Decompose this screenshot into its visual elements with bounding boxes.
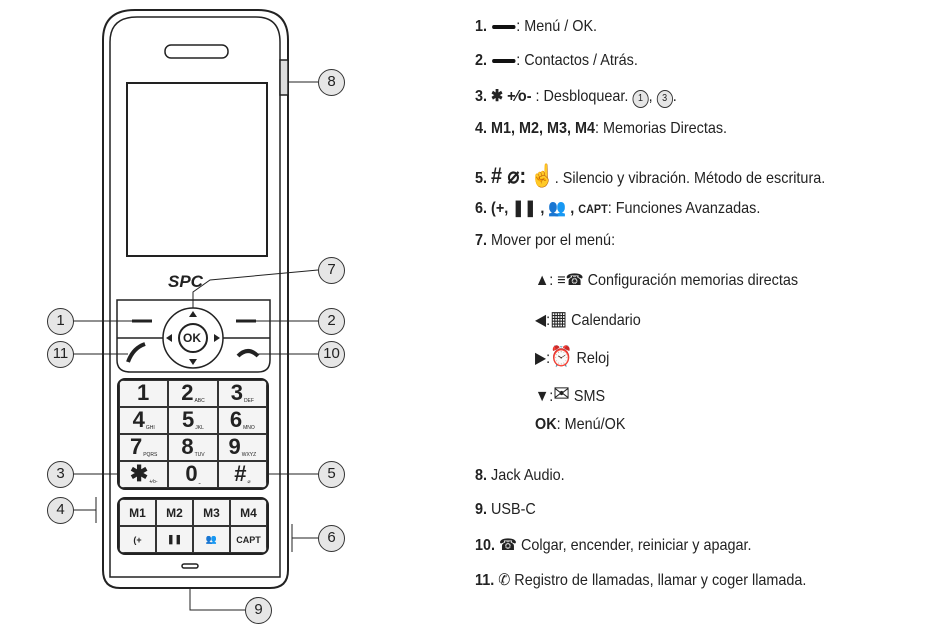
callout-2: 2 xyxy=(318,308,345,335)
memory-key-4[interactable]: (+ xyxy=(119,526,156,553)
memory-key-6[interactable]: 👥 xyxy=(193,526,230,553)
key-letters: JKL xyxy=(195,425,204,431)
memory-key-2[interactable]: M3 xyxy=(193,499,230,526)
legend-item-2: 2. : Contactos / Atrás. xyxy=(475,52,638,69)
menu-item-right: ▶:⏰ Reloj xyxy=(535,346,610,368)
callout-8: 8 xyxy=(318,69,345,96)
key-digit: # xyxy=(234,461,247,486)
legend-item-8: 8. Jack Audio. xyxy=(475,467,565,484)
spc-logo: SPC xyxy=(168,272,203,291)
legend-item-5: 5. # ⌀: ☝. Silencio y vibración. Método de escritura. xyxy=(475,163,826,188)
key-letters: +⁄o- xyxy=(149,479,158,485)
callout-10: 10 xyxy=(318,341,345,368)
key-digit: 0 xyxy=(185,461,198,486)
legend-item-4: 4. M1, M2, M3, M4: Memorias Directas. xyxy=(475,120,728,137)
key-digit: 8 xyxy=(181,434,194,459)
key-digit: ✱ xyxy=(129,461,149,486)
key-digit: 7 xyxy=(129,434,143,459)
callout-11: 11 xyxy=(47,341,74,368)
key-0[interactable] xyxy=(119,380,168,407)
legend-item-6: 6. (+, ❚❚ , 👥 , CAPT: Funciones Avanzadas. xyxy=(475,200,761,217)
memory-key-1[interactable]: M2 xyxy=(156,499,193,526)
key-letters: ⌀ xyxy=(247,479,251,485)
key-digit: 9 xyxy=(228,434,241,459)
key-letters: ⎵ xyxy=(198,479,201,485)
key-10[interactable] xyxy=(168,461,217,488)
key-3[interactable] xyxy=(119,407,168,434)
softkey-icon xyxy=(492,25,515,29)
key-6[interactable] xyxy=(119,434,168,461)
softkey-icon xyxy=(492,59,515,63)
touch-icon: ☝ xyxy=(530,163,555,188)
callout-6: 6 xyxy=(318,525,345,552)
legend-item-1: 1. : Menú / OK. xyxy=(475,18,598,35)
legend-item-9: 9. USB-C xyxy=(475,501,536,518)
key-letters: ABC xyxy=(194,398,205,404)
envelope-icon: ✉ xyxy=(553,381,570,406)
hang-up-icon: ☎ xyxy=(499,537,517,554)
key-7[interactable] xyxy=(168,434,217,461)
legend-item-3: 3. ✱ +⁄o- : Desbloquear. 1 , 3 . xyxy=(475,86,677,108)
key-4[interactable] xyxy=(168,407,217,434)
callout-7: 7 xyxy=(318,257,345,284)
callout-1: 1 xyxy=(47,308,74,335)
key-8[interactable] xyxy=(218,434,267,461)
legend-item-10: 10. ☎ Colgar, encender, reiniciar y apagar. xyxy=(475,537,752,554)
key-letters: WXYZ xyxy=(241,452,257,458)
memory-keys xyxy=(117,497,269,555)
menu-item-up: ▲: ≡☎ Configuración memorias directas xyxy=(535,272,799,289)
star-key-icon: ✱ +⁄o- xyxy=(491,88,532,105)
callout-5: 5 xyxy=(318,461,345,488)
key-2[interactable] xyxy=(218,380,267,407)
key-digit: 5 xyxy=(182,407,195,432)
key-letters: TUV xyxy=(194,452,205,458)
menu-item-left: ◀:▦ Calendario xyxy=(535,308,641,330)
key-letters: MNO xyxy=(243,425,255,431)
key-digit: 1 xyxy=(137,380,150,405)
callout-3: 3 xyxy=(47,461,74,488)
key-9[interactable] xyxy=(119,461,168,488)
key-letters: DEF xyxy=(243,398,254,404)
alarm-clock-icon: ⏰ xyxy=(550,346,573,368)
advanced-keys-icons: (+, ❚❚ , 👥 , xyxy=(491,200,575,217)
key-digit: 3 xyxy=(230,380,243,405)
memory-key-7[interactable]: CAPT xyxy=(230,526,267,553)
menu-item-down: ▼:✉ SMS xyxy=(535,381,606,406)
calendar-icon: ▦ xyxy=(550,308,568,330)
callout-4: 4 xyxy=(47,497,74,524)
ok-button[interactable]: OK xyxy=(183,331,201,345)
legend-item-11: 11. ✆ Registro de llamadas, llamar y coger llamada. xyxy=(475,572,807,589)
call-icon: ✆ xyxy=(498,572,511,589)
key-digit: 6 xyxy=(229,407,243,432)
key-digit: 4 xyxy=(132,407,145,432)
key-11[interactable] xyxy=(218,461,267,488)
memory-key-5[interactable]: ❚❚ xyxy=(156,526,193,553)
legend-item-7: 7. Mover por el menú: xyxy=(475,232,616,249)
key-letters: PQRS xyxy=(143,452,158,458)
memory-key-3[interactable]: M4 xyxy=(230,499,267,526)
key-1[interactable] xyxy=(168,380,217,407)
hash-key-icon: # ⌀: xyxy=(491,163,527,188)
keypad xyxy=(117,378,269,490)
key-letters: GHI xyxy=(145,425,155,431)
callout-9: 9 xyxy=(245,597,272,624)
speed-dial-icon: ≡☎ xyxy=(557,272,584,289)
key-5[interactable] xyxy=(218,407,267,434)
menu-item-ok: OK: Menú/OK xyxy=(535,416,626,433)
memory-key-0[interactable]: M1 xyxy=(119,499,156,526)
key-digit: 2 xyxy=(181,380,194,405)
